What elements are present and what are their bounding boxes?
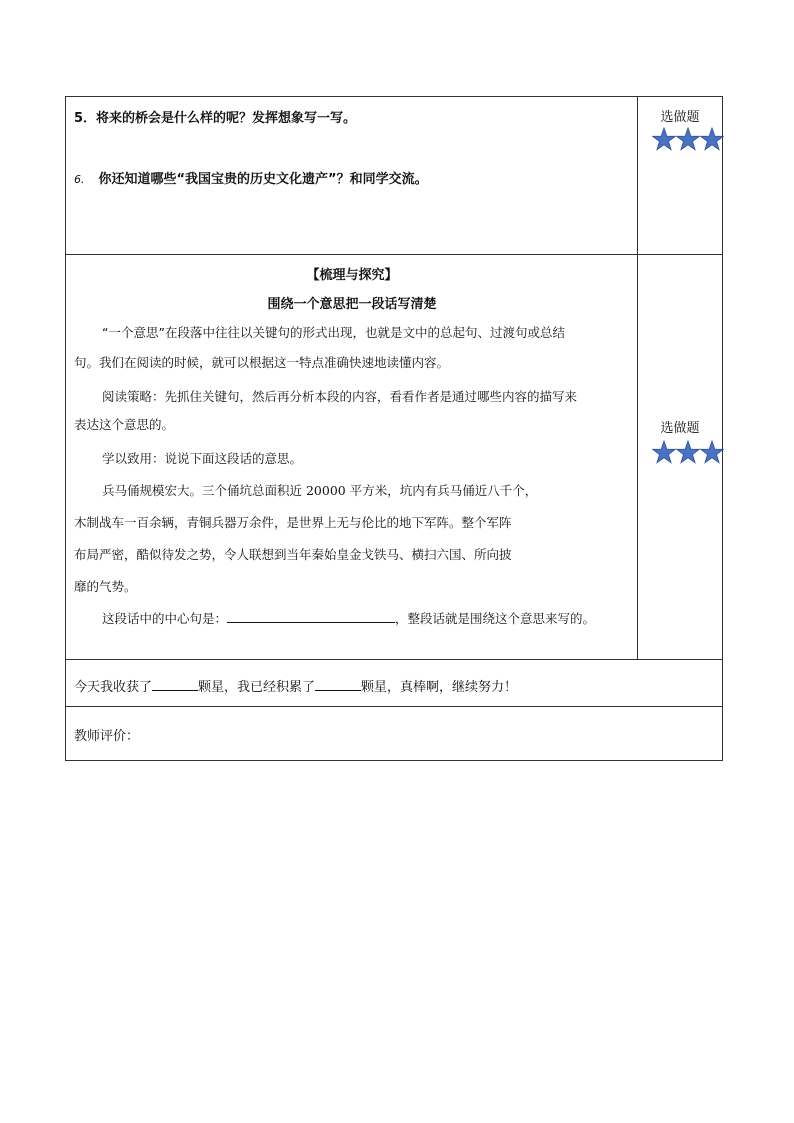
total-stars-blank[interactable]: [315, 677, 361, 691]
summary-part-3: 颗星，真棒啊，继续努力！: [361, 680, 518, 695]
star-icon: [677, 128, 700, 150]
star-icon: [677, 441, 700, 463]
star-icon: [653, 441, 676, 463]
optional-label: 选做题: [660, 110, 700, 125]
questions-cell: [66, 97, 638, 254]
essay-line-4: 靡的气势。: [74, 579, 137, 594]
essay-line-1: 兵马俑规模宏大。三个俑坑总面积近 20000 平方米，坑内有兵马俑近八千个，: [102, 483, 538, 498]
rating-cell-1: [638, 97, 722, 254]
questions-row: [66, 97, 722, 255]
star-icon: [701, 441, 724, 463]
question-6: [74, 168, 428, 187]
teacher-evaluation-label[interactable]: 教师评价：: [74, 729, 140, 744]
section-subtitle: 围绕一个意思把一段话写清楚: [267, 297, 437, 312]
worksheet-table: [65, 96, 723, 761]
essay-line-3: 布局严密，酷似待发之势，令人联想到当年秦始皇金戈铁马、横扫六国、所向披: [74, 547, 512, 562]
answer-line: [102, 609, 595, 627]
optional-label-2: 选做题: [660, 421, 700, 436]
star-icon: [701, 128, 724, 150]
central-sentence-blank[interactable]: [227, 609, 395, 623]
summary-part-2: 颗星，我已经积累了: [198, 680, 316, 695]
answer-prefix: 这段话中的中心句是：: [102, 611, 228, 626]
paragraph-2-line-1: 阅读策略：先抓住关键句，然后再分析本段的内容，看看作者是通过哪些内容的描写来: [102, 389, 578, 404]
answer-suffix: ，整段话就是围绕这个意思来写的。: [395, 611, 596, 626]
section-title: 【梳理与探究】: [306, 268, 398, 283]
question-6-number: 6.: [74, 173, 85, 186]
question-6-text: 你还知道哪些“我国宝贵的历史文化遗产”？和同学交流。: [98, 172, 428, 187]
explore-cell: [66, 255, 638, 659]
star-rating-1: [652, 127, 724, 151]
question-5: 5．将来的桥会是什么样的呢？发挥想象写一写。: [74, 111, 357, 126]
star-icon: [653, 128, 676, 150]
paragraph-3: 学以致用：说说下面这段话的意思。: [102, 451, 303, 466]
star-rating-2: [652, 440, 724, 464]
summary-part-1: 今天我收获了: [74, 680, 153, 695]
essay-line-2: 木制战车一百余辆，青铜兵器万余件，是世界上无与伦比的地下军阵。整个军阵: [74, 515, 512, 530]
teacher-row: [66, 707, 722, 760]
summary-row: [66, 660, 722, 707]
paragraph-1-line-1: “一个意思”在段落中往往以关键句的形式出现，也就是文中的总起句、过渡句或总结: [102, 325, 565, 340]
paragraph-2-line-2: 表达这个意思的。: [74, 417, 175, 432]
explore-row: [66, 255, 722, 660]
earned-stars-blank[interactable]: [152, 677, 198, 691]
rating-cell-2: [638, 255, 722, 659]
paragraph-1-line-2: 句。我们在阅读的时候，就可以根据这一特点准确快速地读懂内容。: [74, 355, 450, 370]
summary-line: [74, 676, 517, 695]
